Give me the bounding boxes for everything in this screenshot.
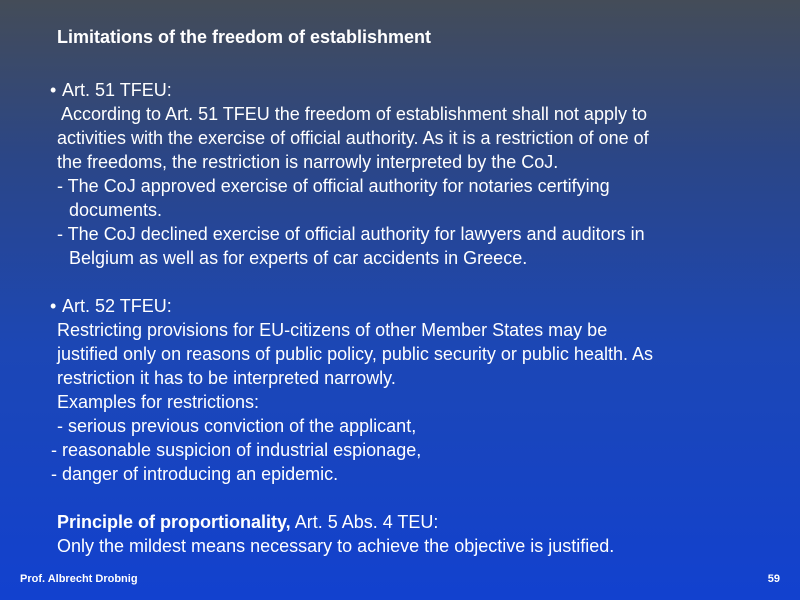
art52-line-5: - serious previous conviction of the applicant, [57, 416, 417, 436]
principle-rest-text: Art. 5 Abs. 4 TEU: [290, 512, 439, 532]
principle-bold-text: Principle of proportionality, [57, 512, 291, 532]
section-art52-heading [50, 294, 172, 318]
bullet-icon: • [50, 296, 57, 316]
art51-line-5: documents. [69, 200, 163, 220]
art52-line-6: - reasonable suspicion of industrial espionage, [51, 440, 422, 460]
art51-line-7: Belgium as well as for experts of car accidents in Greece. [69, 248, 528, 268]
art51-line-4: - The CoJ approved exercise of official authority for notaries certifying [57, 176, 610, 196]
art52-line-3: restriction it has to be interpreted narrowly. [57, 368, 396, 388]
art52-line-7: - danger of introducing an epidemic. [51, 464, 339, 484]
bullet-icon: • [50, 80, 57, 100]
art51-line-1: According to Art. 51 TFEU the freedom of establishment shall not apply to [61, 104, 647, 124]
art52-line-1: Restricting provisions for EU-citizens of other Member States may be [57, 320, 608, 340]
art51-line-6: - The CoJ declined exercise of official authority for lawyers and auditors in [57, 224, 645, 244]
art51-line-2: activities with the exercise of official authority. As it is a restriction of one of [57, 128, 649, 148]
art52-line-2: justified only on reasons of public policy, public security or public health. As [57, 344, 653, 364]
slide-title: Limitations of the freedom of establishment [57, 27, 432, 47]
section-art51-heading [50, 78, 172, 102]
art52-line-4: Examples for restrictions: [57, 392, 260, 412]
page-number: 59 [767, 573, 780, 585]
principle-heading [57, 510, 438, 534]
art51-line-3: the freedoms, the restriction is narrowly interpreted by the CoJ. [57, 152, 559, 172]
principle-line: Only the mildest means necessary to achieve the objective is justified. [57, 536, 615, 556]
art51-heading-text: Art. 51 TFEU: [62, 80, 172, 100]
footer-author: Prof. Albrecht Drobnig [20, 573, 138, 585]
art52-heading-text: Art. 52 TFEU: [62, 296, 172, 316]
